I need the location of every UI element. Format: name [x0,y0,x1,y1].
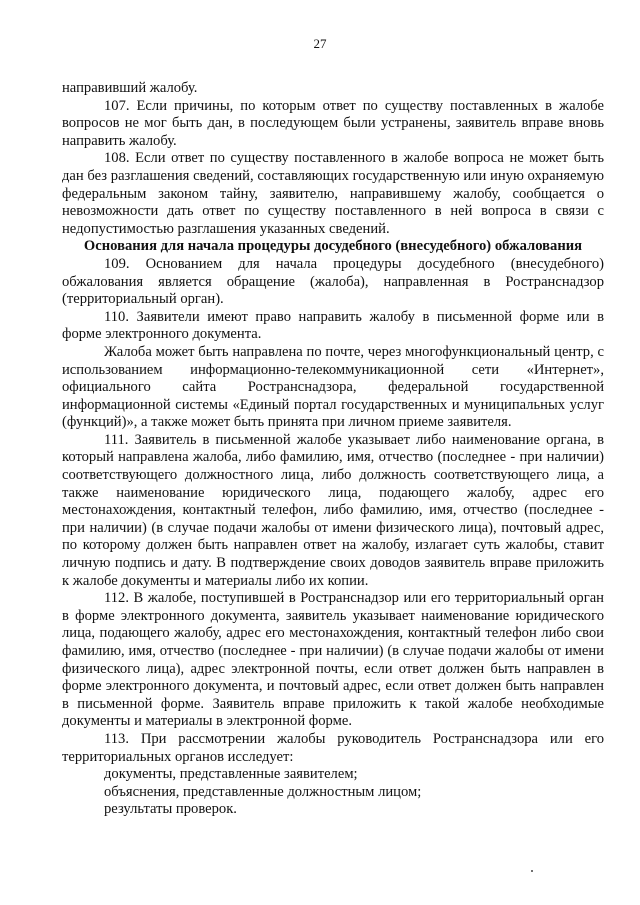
paragraph-108: 108. Если ответ по существу поставленного в жалобе вопроса не может быть дан без разглашения сведений, составляющих государственную или иную охраняемую федеральным законом тайну, заявителю, направившему жалобу, сообщается о невозможности дать ответ по существу поставленного в ней вопроса в связи с недопустимостью разглашения указанных сведений. [62,150,604,237]
paragraph-continuation: направивший жалобу. [62,80,198,96]
list-item-documents: документы, представленные заявителем; [104,766,358,783]
list-item-inspection-results: результаты проверок. [104,801,237,818]
paragraph-112: 112. В жалобе, поступившей в Ространснадзор или его территориальный орган в форме электронного документа, заявитель указывает наименование юридического лица, подающего жалобу, адрес его местонахождения, контактный телефон либо свои фамилию, имя, отчество (последнее - при наличии) (в случае подачи жалобы от имени физического лица), адрес электронной почты, если ответ должен быть направлен в форме электронного документа, и почтовый адрес, если ответ должен быть направлен в письменной форме. Заявитель вправе приложить к такой жалобе необходимые документы и материалы в электронной форме. [62,590,604,730]
page-number: 27 [313,36,327,51]
paragraph-109: 109. Основанием для начала процедуры досудебного (внесудебного) обжалования является обращение (жалоба), направленная в Ространснадзор (территориальный орган). [62,255,604,308]
paragraph-113: 113. При рассмотрении жалобы руководитель Ространснадзора или его территориальных органов исследует: [62,730,604,765]
paragraph-110-submission: Жалоба может быть направлена по почте, через многофункциональный центр, с использованием информационно-телекоммуникационной сети «Интернет», официального сайта Ространснадзора, федеральной государственной информационной системы «Единый портал государственных и муниципальных услуг (функций)», а также может быть принята при личном приеме заявителя. [62,343,604,431]
paragraph-107: 107. Если причины, по которым ответ по существу поставленных в жалобе вопросов не мог быть дан, в последующем были устранены, заявитель вправе вновь направить жалобу. [62,97,604,149]
paragraph-110: 110. Заявители имеют право направить жалобу в письменной форме или в форме электронного документа. [62,308,604,343]
section-heading: Основания для начала процедуры досудебного (внесудебного) обжалования [83,238,583,255]
document-body [62,80,604,819]
paragraph-111: 111. Заявитель в письменной жалобе указывает либо наименование органа, в который направлена жалоба, либо фамилию, имя, отчество (последнее - при наличии) соответствующего должностного лица, либо должность соответствующего лица, а также наименование юридического лица, подающего жалобу, адрес его местонахождения, контактный телефон, либо фамилию, имя, отчество (последнее - при наличии) (в случае подачи жалобы от имени физического лица), почтовый адрес, по которому должен быть направлен ответ на жалобу, излагает суть жалобы, ставит личную подпись и дату. В подтверждение своих доводов заявитель вправе приложить к жалобе документы и материалы либо их копии. [62,431,604,589]
scan-dot [531,870,533,872]
list-item-explanations: объяснения, представленные должностным лицом; [104,783,422,800]
